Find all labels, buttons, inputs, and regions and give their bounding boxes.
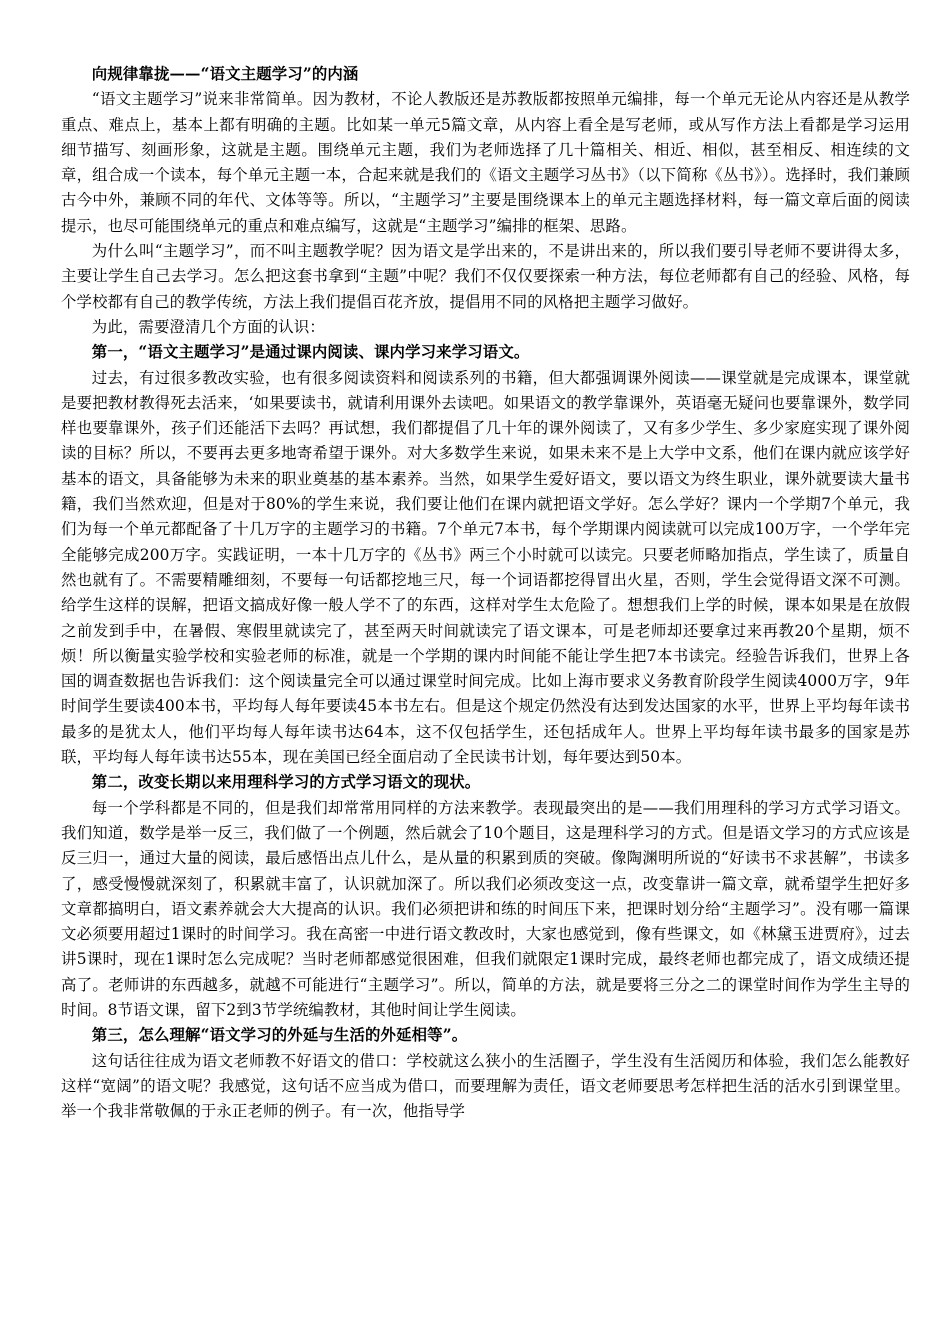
section-heading-second: 第二，改变长期以来用理科学习的方式学习语文的现状。 — [91, 773, 481, 792]
document-title: 向规律靠拢——“语文主题学习”的内涵 — [91, 65, 359, 83]
paragraph-intro: “语文主题学习”说来非常简单。因为教材，不论人教版还是苏教版都按照单元编排，每一个单元无论从内容还是从教学重点、难点上，基本上都有明确的主题。比如某一单元5篇文章，从内容上看全是写老师，或从写作方法上看都是学习运用细节描写、刻画形象，这就是主题。围绕单元主题，我们为老师选择了几十篇相关、相近、相似，甚至相反、相连续的文章，组合成一个读本，每个单元主题一本，合起来就是我们的《语文主题学习丛书》（以下简称《丛书》）。选择时，我们兼顾古今中外，兼顾不同的年代、文体等等。所以，“主题学习”主要是围绕课本上的单元主题选择材料，每一篇文章后面的阅读提示，也尽可能围绕单元的重点和难点编写，这就是“主题学习”编排的框架、思路。 — [61, 90, 910, 235]
section-heading-third: 第三，怎么理解“语文学习的外延与生活的外延相等”。 — [91, 1026, 468, 1045]
paragraph-clarify: 为此，需要澄清几个方面的认识： — [91, 317, 325, 336]
section-body-third: 这句话往往成为语文老师教不好语文的借口：学校就这么狭小的生活圈子，学生没有生活阅历和体验，我们怎么能教好这样“宽阔”的语文呢？我感觉，这句话不应当成为借口，而要理解为责任，语文老师要思考怎样把生活的活水引到课堂里。举一个我非常敬佩的于永正老师的例子。有一次，他指导学 — [61, 1051, 910, 1121]
section-heading-first: 第一，“语文主题学习”是通过课内阅读、课内学习来学习语文。 — [91, 343, 530, 362]
section-body-first: 过去，有过很多教改实验，也有很多阅读资料和阅读系列的书籍，但大都强调课外阅读——课堂就是完成课本，课堂就是要把教材教得死去活来，‘如果要读书，就请利用课外去读吧。如果语文的教学靠课外，英语毫无疑问也要靠课外，数学同样也要靠课外，孩子们还能活下去吗？再试想，我们都提倡了几十年的课外阅读了，又有多少学生、多少家庭实现了课外阅读的目标？所以，不要再去更多地寄希望于课外。对大多数学生来说，如果未来不是上大学中文系，他们在课内就应该学好基本的语文，具备能够为未来的职业奠基的基本素养。当然，如果学生爱好语文，要以语文为终生职业，课外就要读大量书籍，我们当然欢迎，但是对于80%的学生来说，我们要让他们在课内就把语文学好。怎么学好？课内一个学期7个单元，我们为每一个单元都配备了十几万字的主题学习的书籍。7个单元7本书，每个学期课内阅读就可以完成100万字，一个学年完全能够完成200万字。实践证明，一本十几万字的《丛书》两三个小时就可以读完。只要老师略加指点，学生读了，质量自然也就有了。不需要精雕细刻，不要每一句话都挖地三尺，每一个词语都挖得冒出火星，否则，学生会觉得语文深不可测。给学生这样的误解，把语文搞成好像一般人学不了的东西，这样对学生太危险了。想想我们上学的时候，课本如果是在放假之前发到手中，在暑假、寒假里就读完了，甚至两天时间就读完了语文课本，可是老师却还要拿过来再教20个星期，烦不烦！所以衡量实验学校和实验老师的标准，就是一个学期的课内时间能不能让学生把7本书读完。经验告诉我们，世界上各国的调查数据也告诉我们：这个阅读量完全可以通过课堂时间完成。比如上海市要求义务教育阶段学生阅读4000万字，9年时间学生要读400本书，平均每人每年要读45本书左右。但是这个规定仍然没有达到发达国家的水平，世界上平均每年读书最多的是犹太人，他们平均每人每年读书达64本，这不仅包括学生，还包括成年人。世界上平均每年读书最多的国家是苏联，平均每人每年读书达55本，现在美国已经全面启动了全民读书计划，每年要达到50本。 — [61, 368, 910, 767]
section-body-second: 每一个学科都是不同的，但是我们却常常用同样的方法来教学。表现最突出的是——我们用理科的学习方式学习语文。我们知道，数学是举一反三，我们做了一个例题，然后就会了10个题目，这是理科学习的方式。但是语文学习的方式应该是反三归一，通过大量的阅读，最后感悟出点儿什么，是从量的积累到质的突破。像陶渊明所说的“好读书不求甚解”，书读多了，感受慢慢就深刻了，积累就丰富了，认识就加深了。所以我们必须改变这一点，改变靠讲一篇文章，就希望学生把好多文章都搞明白，语文素养就会大大提高的认识。我们必须把讲和练的时间压下来，把课时划分给“主题学习”。没有哪一篇课文必须要用超过1课时的时间学习。我在高密一中进行语文教改时，大家也感觉到，像有些课文，如《林黛玉进贾府》，过去讲5课时，现在1课时怎么完成呢？当时老师都感觉很困难，但我们就限定1课时完成，最终老师也都完成了，语文成绩还提高了。老师讲的东西越多，就越不可能进行“主题学习”。所以，简单的方法，就是要将三分之二的课堂时间作为学生主导的时间。8节语文课，留下2到3节学统编教材，其他时间让学生阅读。 — [61, 798, 910, 1019]
paragraph-why-theme-learning: 为什么叫“主题学习”，而不叫主题教学呢？因为语文是学出来的，不是讲出来的，所以我们要引导老师不要讲得太多，主要让学生自己去学习。怎么把这套书拿到“主题”中呢？我们不仅仅要探索一种方法，每位老师都有自己的经验、风格，每个学校都有自己的教学传统，方法上我们提倡百花齐放，提倡用不同的风格把主题学习做好。 — [61, 242, 910, 311]
